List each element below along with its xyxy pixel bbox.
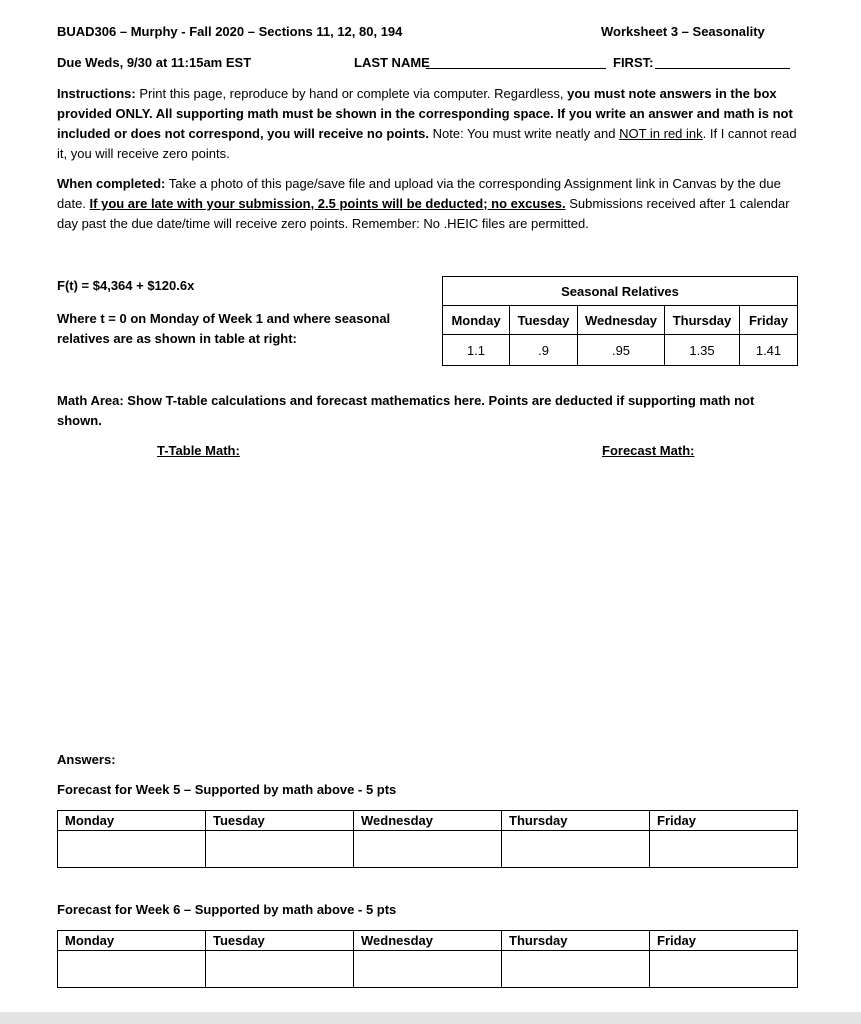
answer-day-header: Friday xyxy=(650,931,798,951)
sr-value: .9 xyxy=(510,335,578,366)
answer-day-header: Tuesday xyxy=(206,811,354,831)
first-name-label: FIRST: xyxy=(613,55,654,70)
answer-day-header: Tuesday xyxy=(206,931,354,951)
answer-day-header: Monday xyxy=(58,931,206,951)
answer-day-header: Monday xyxy=(58,811,206,831)
answer-day-header: Wednesday xyxy=(354,811,502,831)
sr-day-header: Thursday xyxy=(665,306,740,335)
viewer-bottom-strip xyxy=(0,1012,861,1024)
week5-forecast-label: Forecast for Week 5 – Supported by math above - 5 pts xyxy=(57,782,397,797)
week5-answer-table xyxy=(57,810,798,868)
week6-answer-table xyxy=(57,930,798,988)
answer-day-header: Wednesday xyxy=(354,931,502,951)
sr-value: 1.41 xyxy=(740,335,798,366)
sr-value: 1.35 xyxy=(665,335,740,366)
instructions-label: Instructions: xyxy=(57,86,136,101)
instructions-bold: you must note answers in the box provided ONLY. All supporting math must be shown in the corresponding space. If you write an answer and math is not included or does not correspond, you will receive no points. xyxy=(57,86,793,141)
answers-heading: Answers: xyxy=(57,752,116,767)
week6-wednesday-answer[interactable] xyxy=(354,951,502,988)
course-header: BUAD306 – Murphy - Fall 2020 – Sections 11, 12, 80, 194 xyxy=(57,24,403,39)
week6-tuesday-answer[interactable] xyxy=(206,951,354,988)
t-table-math-label: T-Table Math: xyxy=(157,443,240,458)
sr-day-header: Friday xyxy=(740,306,798,335)
week6-thursday-answer[interactable] xyxy=(502,951,650,988)
week5-tuesday-answer[interactable] xyxy=(206,831,354,868)
late-policy: If you are late with your submission, 2.5 points will be deducted; no excuses. xyxy=(89,196,566,211)
forecast-formula: F(t) = $4,364 + $120.6x xyxy=(57,278,195,293)
sr-day-header: Wednesday xyxy=(578,306,665,335)
answer-day-header: Thursday xyxy=(502,811,650,831)
seasonal-relatives-title: Seasonal Relatives xyxy=(443,277,798,306)
sr-day-header: Tuesday xyxy=(510,306,578,335)
sr-day-header: Monday xyxy=(443,306,510,335)
first-name-field[interactable] xyxy=(655,68,790,69)
completion-text-2: Submissions received after 1 calendar day past the due date/time will receive zero points. Remember: No .HEIC files are permitted. xyxy=(57,196,790,231)
last-name-label: LAST NAME xyxy=(354,55,430,70)
worksheet-title: Worksheet 3 – Seasonality xyxy=(601,24,765,39)
instructions-paragraph xyxy=(57,84,807,164)
math-area-instructions: Math Area: Show T-table calculations and forecast mathematics here. Points are deducted if supporting math not shown. xyxy=(57,393,755,428)
due-date: Due Weds, 9/30 at 11:15am EST xyxy=(57,55,252,70)
week5-wednesday-answer[interactable] xyxy=(354,831,502,868)
week6-friday-answer[interactable] xyxy=(650,951,798,988)
sr-value: .95 xyxy=(578,335,665,366)
answer-day-header: Thursday xyxy=(502,931,650,951)
completion-text-1: Take a photo of this page/save file and upload via the corresponding Assignment link in Canvas by the due date. xyxy=(57,176,781,211)
completion-label: When completed: xyxy=(57,176,166,191)
sr-value: 1.1 xyxy=(443,335,510,366)
instructions-red-ink: NOT in red ink xyxy=(619,126,703,141)
seasonal-relatives-table xyxy=(442,276,798,366)
instructions-text-2: Note: You must write neatly and xyxy=(429,126,620,141)
week5-monday-answer[interactable] xyxy=(58,831,206,868)
completion-paragraph xyxy=(57,174,807,234)
answer-day-header: Friday xyxy=(650,811,798,831)
week5-friday-answer[interactable] xyxy=(650,831,798,868)
week6-monday-answer[interactable] xyxy=(58,951,206,988)
last-name-field[interactable] xyxy=(426,68,606,69)
forecast-math-label: Forecast Math: xyxy=(602,443,695,458)
instructions-text-1: Print this page, reproduce by hand or complete via computer. Regardless, xyxy=(135,86,568,101)
week5-thursday-answer[interactable] xyxy=(502,831,650,868)
formula-note: Where t = 0 on Monday of Week 1 and where seasonal relatives are as shown in table at right: xyxy=(57,311,391,346)
week6-forecast-label: Forecast for Week 6 – Supported by math above - 5 pts xyxy=(57,902,397,917)
instructions-text-3: . If I cannot read it, you will receive zero points. xyxy=(57,126,797,161)
